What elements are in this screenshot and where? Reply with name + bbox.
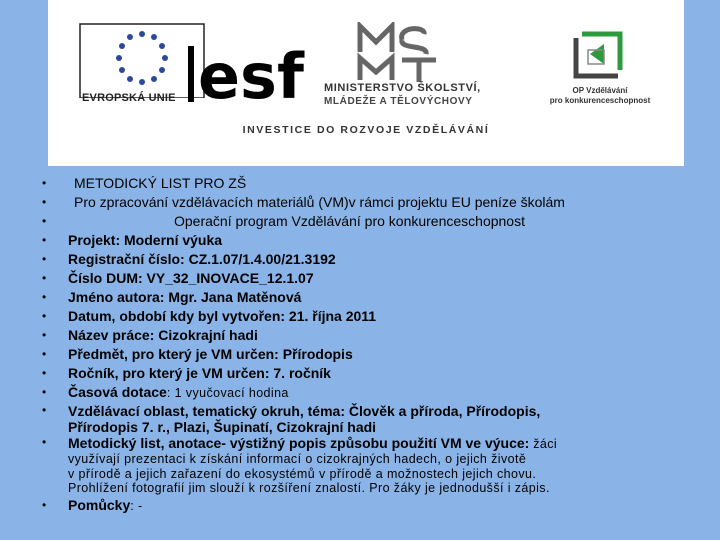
anotace-label: Metodický list, anotace- výstižný popis způsobu použití VM ve výuce: (68, 435, 530, 451)
rocnik: Ročník, pro který je VM určen: 7. ročník (68, 365, 331, 381)
list-item (38, 496, 708, 516)
jmeno-autora: Jméno autora: Mgr. Jana Matěnová (68, 289, 302, 305)
project-line: • Pro zpracování vzdělávacích materiálů (VM)v rámci projektu EU peníze školám (74, 194, 565, 210)
registracni-cislo: Registrační číslo: CZ.1.07/1.4.00/21.3192 (68, 251, 336, 267)
svg-text:esf: esf (198, 40, 304, 108)
esf-logo (188, 40, 308, 108)
anotace-line2: využívají prezentaci k získání informací o cizokrajných hadech, o jejich životě (68, 452, 527, 466)
list-item (38, 269, 708, 288)
anotace-line4: Prohlížení fotografií jim slouží k rozšíření znalostí. Pro žáky je jednodušší i zápis. (68, 481, 550, 495)
msmt-name-line2: MLÁDEŽE A TĚLOVÝCHOVY (324, 96, 473, 107)
eu-label: EVROPSKÁ UNIE (82, 92, 176, 104)
list-item (38, 403, 708, 435)
op-name-line1: OP Vzdělávání (572, 86, 628, 95)
casova-dotace-value: : 1 vyučovací hodina (166, 386, 289, 400)
op-name-line2: pro konkurenceschopnost (549, 96, 651, 105)
investice-tagline: INVESTICE DO ROZVOJE VZDĚLÁVÁNÍ (242, 124, 490, 136)
vzdelavaci-oblast-line1: • Vzdělávací oblast, tematický okruh, téma: Člověk a příroda, Přírodopis, (68, 403, 541, 419)
list-item (38, 345, 708, 364)
list-item (38, 250, 708, 269)
program-line: • Operační program Vzdělávání pro konkurenceschopnost (174, 213, 525, 229)
op-vzdelavani-logo (568, 26, 630, 88)
nazev-prace: Název práce: Cizokrajní hadi (68, 327, 258, 343)
list-item (38, 326, 708, 345)
logo-banner (48, 0, 684, 166)
list-item (38, 307, 708, 326)
document-title: • METODICKÝ LIST PRO ZŠ (74, 175, 247, 191)
list-item (38, 231, 708, 250)
vzdelavaci-oblast-line2: Přírodopis 7. r., Plazi, Šupinatí, Cizokrajní hadi (68, 419, 377, 435)
msmt-name-line1: MINISTERSTVO ŠKOLSTVÍ, (324, 82, 481, 94)
msmt-logo (356, 22, 440, 84)
datum: Datum, období kdy byl vytvořen: 21. října 2011 (68, 308, 377, 324)
anotace-line3: v přírodě a jejich zařazení do ekosystémů v přírodě a možnostech jejich chovu. (68, 466, 537, 481)
list-item (38, 383, 708, 403)
projekt: Projekt: Moderní výuka (68, 232, 223, 248)
cislo-dum: Číslo DUM: VY_32_INOVACE_12.1.07 (68, 270, 314, 286)
list-item (38, 212, 708, 231)
predmet: Předmět, pro který je VM určen: Přírodopis (68, 346, 353, 362)
anotace-first: žáci (533, 437, 558, 451)
list-item (38, 364, 708, 383)
list-item (38, 288, 708, 307)
eu-flag-logo (78, 20, 206, 98)
metodicky-list (38, 174, 708, 516)
casova-dotace-label: Časová dotace (68, 384, 167, 400)
pomucky-value: : - (130, 498, 143, 513)
list-item (38, 435, 708, 496)
pomucky-label: Pomůcky (68, 496, 131, 513)
list-item (38, 193, 708, 212)
list-item (38, 174, 708, 193)
